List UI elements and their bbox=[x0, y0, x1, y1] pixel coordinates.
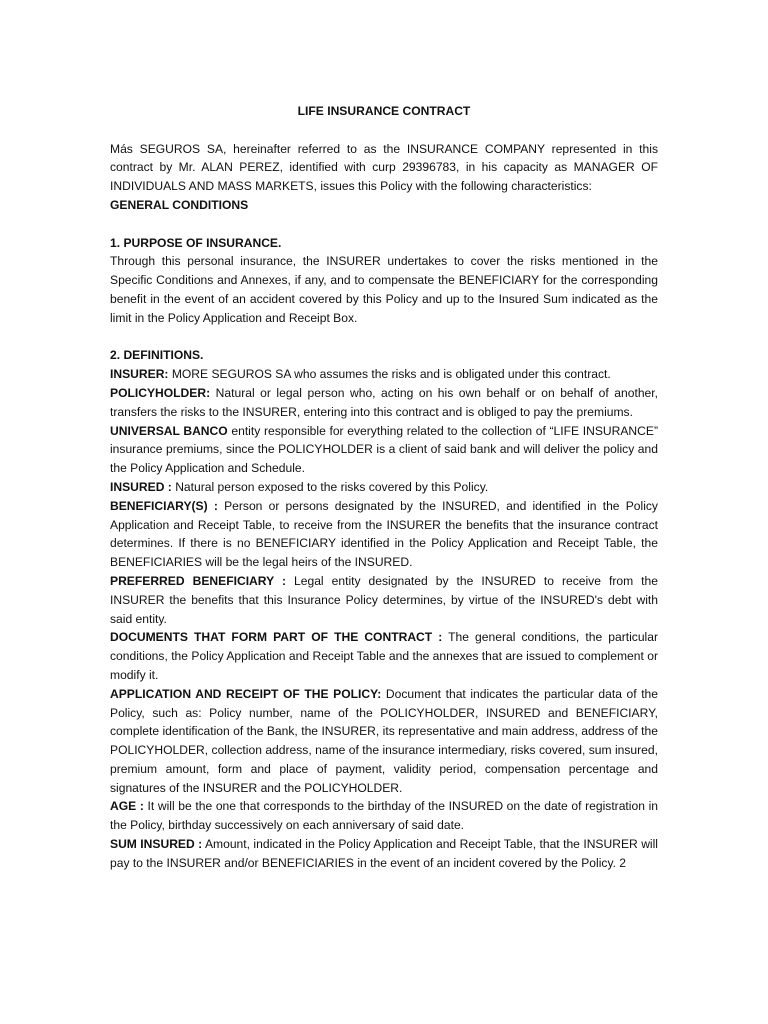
definition-term: POLICYHOLDER: bbox=[110, 385, 211, 400]
definition-term: INSURER: bbox=[110, 367, 169, 382]
definition-sum-insured bbox=[110, 835, 658, 873]
definition-text: entity responsible for everything related to the collection of “LIFE INSURANCE” insurance premiums, since the POLICYHOLDER is a client of said bank and will deliver the policy and the Policy Application and Schedule. bbox=[110, 423, 658, 476]
definition-term: UNIVERSAL BANCO bbox=[110, 423, 228, 438]
definition-text: It will be the one that corresponds to the birthday of the INSURED on the date of registration in the Policy, birthday successively on each anniversary of said date. bbox=[110, 799, 658, 833]
general-conditions-heading: GENERAL CONDITIONS bbox=[110, 197, 249, 212]
definition-text: Document that indicates the particular data of the Policy, such as: Policy number, name of the POLICYHOLDER, INSURED and BENEFICIARY, complete identification of the Bank, the INSURER, its representative and main address, address of the POLICYHOLDER, collection address, name of the insurance intermediary, risks covered, sum insured, premium amount, form and place of payment, validity period, compensation percentage and signatures of the INSURER and the POLICYHOLDER. bbox=[110, 686, 659, 795]
definition-term: INSURED : bbox=[110, 479, 172, 494]
definition-application-receipt bbox=[110, 685, 658, 798]
definition-universal-banco bbox=[110, 422, 658, 478]
definition-term: SUM INSURED : bbox=[110, 837, 203, 852]
intro-paragraph: Más SEGUROS SA, hereinafter referred to as the INSURANCE COMPANY represented in this contract by Mr. ALAN PEREZ, identified with curp 29396783, in his capacity as MANAGER OF INDIVIDUALS AND MASS MARKETS, issues this Policy with the following characteristics: bbox=[110, 141, 658, 194]
definition-text: Legal entity designated by the INSURED to receive from the INSURER the benefits that this Insurance Policy determines, by virtue of the INSURED's debt with said entity. bbox=[110, 573, 658, 626]
definition-text: Person or persons designated by the INSURED, and identified in the Policy Application and Receipt Table, to receive from the INSURER the benefits that the insurance contract determines. If there is no BENEFICIARY identified in the Policy Application and Receipt Table, the BENEFICIARIES will be the legal heirs of the INSURED. bbox=[110, 498, 658, 570]
purpose-paragraph: Through this personal insurance, the INSURER undertakes to cover the risks mentioned in the Specific Conditions and Annexes, if any, and to compensate the BENEFICIARY for the corresponding benefit in the event of an accident covered by this Policy and up to the Insured Sum indicated as the limit in the Policy Application and Receipt Box. bbox=[110, 254, 658, 325]
definition-term: BENEFICIARY(S) : bbox=[110, 498, 218, 513]
definitions-heading: 2. DEFINITIONS. bbox=[110, 348, 204, 363]
document-title: LIFE INSURANCE CONTRACT bbox=[297, 104, 471, 118]
definition-term: PREFERRED BENEFICIARY : bbox=[110, 573, 286, 588]
definition-beneficiary bbox=[110, 497, 658, 572]
definition-text: The general conditions, the particular conditions, the Policy Application and Receipt Table and the annexes that are issued to complement or modify it. bbox=[110, 630, 658, 682]
definition-documents bbox=[110, 628, 658, 684]
definition-term: AGE : bbox=[110, 799, 144, 814]
definition-insurer bbox=[110, 365, 658, 384]
definition-policyholder bbox=[110, 384, 658, 422]
definition-preferred-beneficiary bbox=[110, 572, 658, 628]
definition-text: MORE SEGUROS SA who assumes the risks and is obligated under this contract. bbox=[168, 367, 611, 382]
definition-insured bbox=[110, 478, 658, 497]
definition-term: DOCUMENTS THAT FORM PART OF THE CONTRACT : bbox=[110, 630, 443, 645]
definition-age bbox=[110, 797, 658, 835]
definition-term: APPLICATION AND RECEIPT OF THE POLICY: bbox=[110, 686, 382, 701]
definition-text: Amount, indicated in the Policy Application and Receipt Table, that the INSURER will pay to the INSURER and/or BENEFICIARIES in the event of an incident covered by the Policy. 2 bbox=[110, 837, 658, 870]
contract-body bbox=[110, 102, 658, 873]
definition-text: Natural or legal person who, acting on his own behalf or on behalf of another, transfers the risks to the INSURER, entering into this contract and is obliged to pay the premiums. bbox=[110, 385, 658, 419]
definition-text: Natural person exposed to the risks covered by this Policy. bbox=[171, 479, 489, 494]
purpose-heading: 1. PURPOSE OF INSURANCE. bbox=[110, 235, 282, 250]
